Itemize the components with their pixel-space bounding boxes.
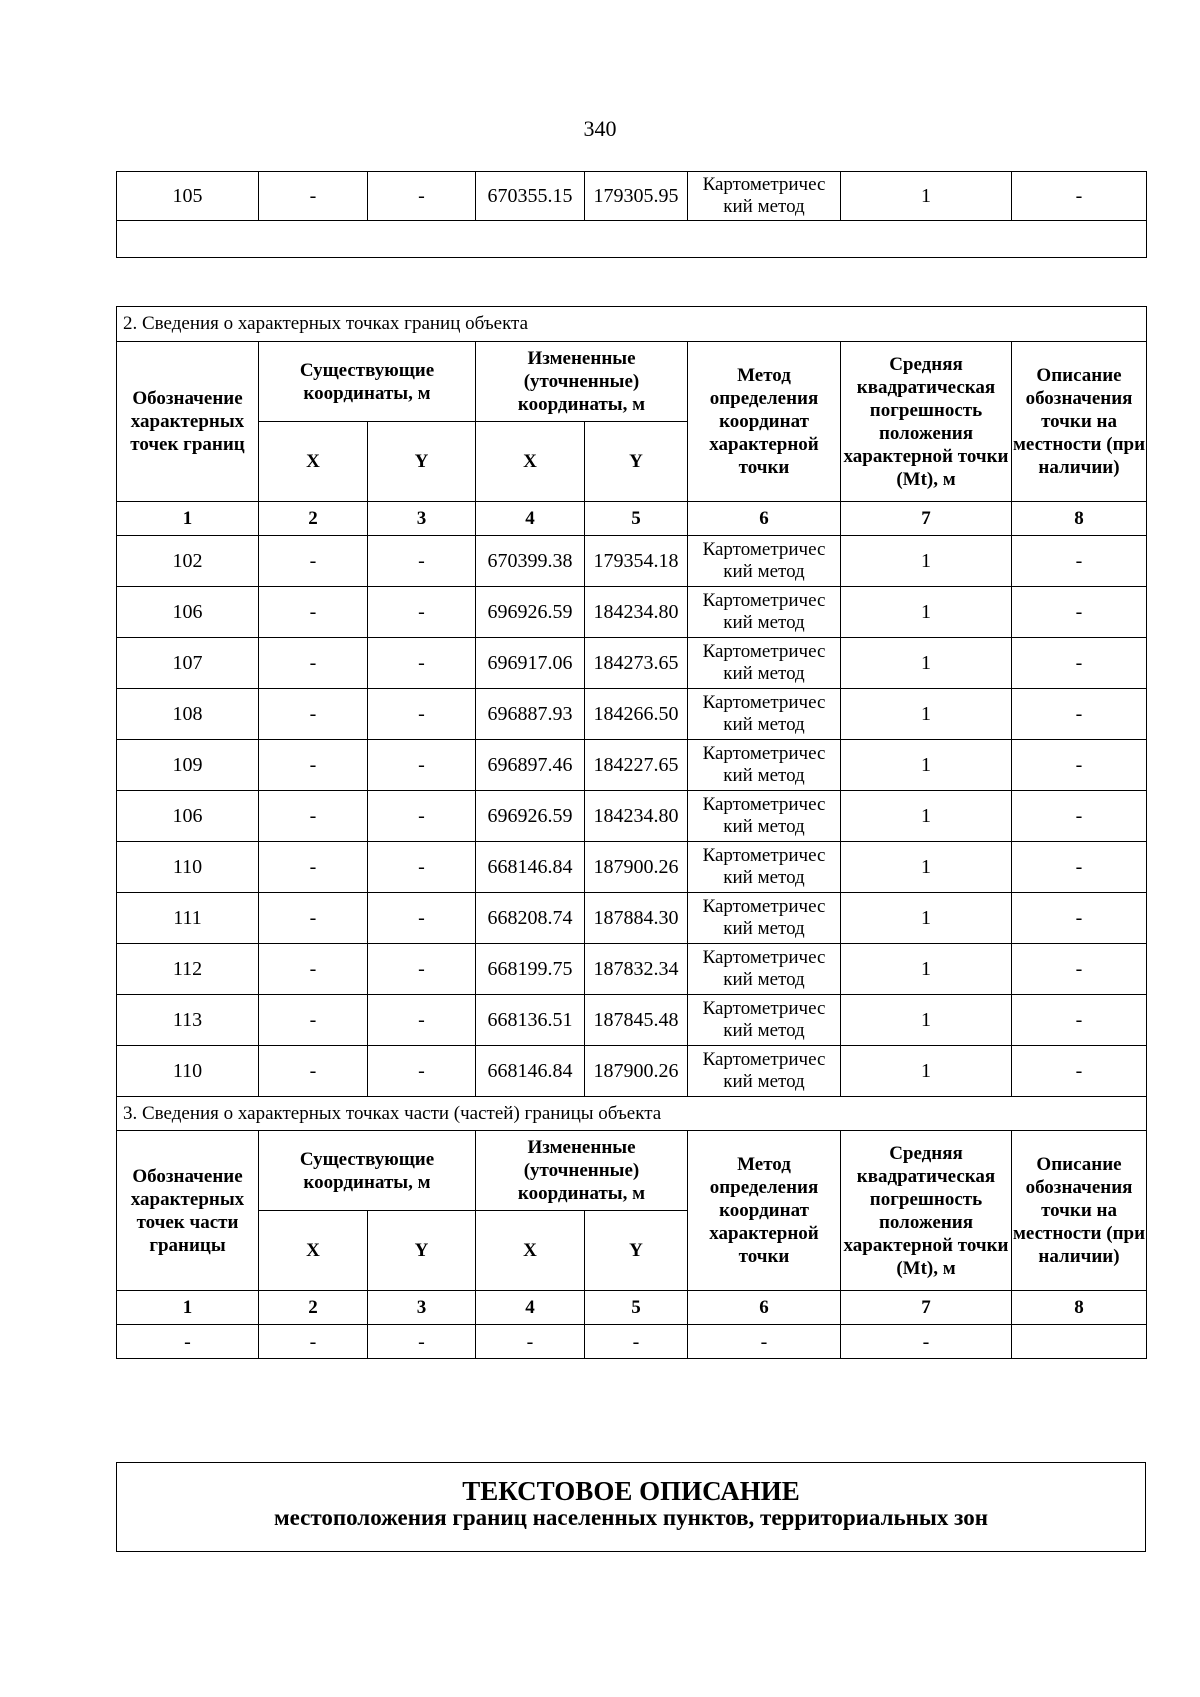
- column-number: 3: [368, 1291, 476, 1325]
- method-line1: Картометричес: [702, 641, 826, 662]
- cell-changed-x: 668136.51: [476, 995, 585, 1046]
- cell-changed-x: -: [476, 1325, 585, 1359]
- method-line2: кий метод: [723, 867, 805, 888]
- cell-method: [688, 638, 841, 689]
- cell-existing-x: -: [259, 172, 368, 221]
- cell-changed-y: 184234.80: [585, 791, 688, 842]
- cell-existing-y: -: [368, 536, 476, 587]
- cell-changed-y: 179354.18: [585, 536, 688, 587]
- cell-method: [688, 1046, 841, 1097]
- cell-point: 111: [117, 893, 259, 944]
- cell-method: [688, 944, 841, 995]
- column-number: 8: [1012, 502, 1147, 536]
- header-point-designation: Обозначение характерных точек границ: [117, 342, 259, 502]
- method-line1: Картометричес: [702, 1049, 826, 1070]
- header-y: Y: [368, 1211, 476, 1291]
- table-row: [117, 638, 1147, 689]
- cell-error: -: [841, 1325, 1012, 1359]
- cell-existing-y: -: [368, 587, 476, 638]
- cell-point: 109: [117, 740, 259, 791]
- column-number: 6: [688, 1291, 841, 1325]
- column-number-row: [117, 502, 1147, 536]
- column-number: 8: [1012, 1291, 1147, 1325]
- cell-changed-y: 184266.50: [585, 689, 688, 740]
- cell-existing-x: -: [259, 1325, 368, 1359]
- cell-description: -: [1012, 944, 1147, 995]
- header-x: X: [476, 1211, 585, 1291]
- cell-existing-x: -: [259, 842, 368, 893]
- cell-existing-y: -: [368, 944, 476, 995]
- cell-method: [688, 893, 841, 944]
- method-line1: Картометричес: [702, 998, 826, 1019]
- column-number: 4: [476, 502, 585, 536]
- continuation-table: [116, 171, 1147, 258]
- cell-description: -: [1012, 638, 1147, 689]
- method-line1: Картометричес: [702, 845, 826, 866]
- section-3-title: 3. Сведения о характерных точках части (частей) границы объекта: [117, 1097, 1147, 1131]
- cell-method: [688, 791, 841, 842]
- header-existing-coords: Существующие координаты, м: [259, 342, 476, 422]
- cell-description: -: [1012, 587, 1147, 638]
- table-row: [117, 842, 1147, 893]
- cell-point: 102: [117, 536, 259, 587]
- method-line2: кий метод: [723, 1071, 805, 1092]
- method-line2: кий метод: [723, 918, 805, 939]
- cell-error: 1: [841, 893, 1012, 944]
- cell-method: [688, 587, 841, 638]
- column-number: 4: [476, 1291, 585, 1325]
- cell-changed-x: 696926.59: [476, 587, 585, 638]
- column-number: 2: [259, 1291, 368, 1325]
- header-method: Метод определения координат характерной точки: [688, 342, 841, 502]
- cell-error: 1: [841, 1046, 1012, 1097]
- cell-method: [688, 740, 841, 791]
- cell-point: 110: [117, 1046, 259, 1097]
- header-y: Y: [585, 422, 688, 502]
- cell-existing-y: -: [368, 740, 476, 791]
- cell-method: [688, 536, 841, 587]
- column-number: 2: [259, 502, 368, 536]
- cell-point: 113: [117, 995, 259, 1046]
- cell-changed-x: 668146.84: [476, 842, 585, 893]
- cell-description: [1012, 1325, 1147, 1359]
- cell-error: 1: [841, 791, 1012, 842]
- cell-description: -: [1012, 791, 1147, 842]
- header-x: X: [476, 422, 585, 502]
- method-line2: кий метод: [723, 561, 805, 582]
- cell-description: -: [1012, 842, 1147, 893]
- method-line1: Картометричес: [702, 896, 826, 917]
- cell-point: 106: [117, 587, 259, 638]
- method-line1: Картометричес: [702, 692, 826, 713]
- cell-existing-x: -: [259, 740, 368, 791]
- header-description: Описание обозначения точки на местности (при наличии): [1012, 1131, 1147, 1291]
- method-line2: кий метод: [723, 1020, 805, 1041]
- cell-changed-y: 184234.80: [585, 587, 688, 638]
- table-row: [117, 1046, 1147, 1097]
- cell-changed-y: 187884.30: [585, 893, 688, 944]
- cell-description: -: [1012, 740, 1147, 791]
- cell-changed-y: 187832.34: [585, 944, 688, 995]
- text-description-box: [116, 1462, 1146, 1552]
- page-number: 340: [583, 116, 617, 141]
- column-number: 6: [688, 502, 841, 536]
- cell-changed-y: 187900.26: [585, 1046, 688, 1097]
- cell-point: 112: [117, 944, 259, 995]
- cell-error: 1: [841, 995, 1012, 1046]
- method-line2: кий метод: [723, 969, 805, 990]
- cell-point: 107: [117, 638, 259, 689]
- table-row: [117, 689, 1147, 740]
- cell-existing-y: -: [368, 893, 476, 944]
- method-line2: кий метод: [723, 612, 805, 633]
- cell-changed-y: 187845.48: [585, 995, 688, 1046]
- cell-error: 1: [841, 740, 1012, 791]
- cell-existing-x: -: [259, 791, 368, 842]
- table-row: [117, 536, 1147, 587]
- cell-method: [688, 172, 841, 221]
- column-number: 5: [585, 502, 688, 536]
- cell-method: [688, 995, 841, 1046]
- cell-existing-y: -: [368, 995, 476, 1046]
- cell-description: -: [1012, 893, 1147, 944]
- cell-point: 105: [117, 172, 259, 221]
- header-changed-coords: Измененные (уточненные) координаты, м: [476, 1131, 688, 1211]
- table-row: [117, 791, 1147, 842]
- section-2-title: 2. Сведения о характерных точках границ объекта: [117, 307, 1147, 342]
- cell-changed-y: 184227.65: [585, 740, 688, 791]
- table-row: [117, 893, 1147, 944]
- cell-changed-y: -: [585, 1325, 688, 1359]
- method-line1: Картометричес: [702, 947, 826, 968]
- method-line1: Картометричес: [702, 590, 826, 611]
- header-existing-coords: Существующие координаты, м: [259, 1131, 476, 1211]
- method-line2: кий метод: [723, 663, 805, 684]
- method-line2: кий метод: [723, 196, 805, 217]
- method-line1: Картометричес: [702, 794, 826, 815]
- cell-error: 1: [841, 944, 1012, 995]
- header-x: X: [259, 422, 368, 502]
- cell-error: 1: [841, 842, 1012, 893]
- cell-changed-x: 696887.93: [476, 689, 585, 740]
- cell-existing-y: -: [368, 1325, 476, 1359]
- cell-description: -: [1012, 995, 1147, 1046]
- cell-existing-y: -: [368, 638, 476, 689]
- cell-changed-y: 184273.65: [585, 638, 688, 689]
- cell-existing-x: -: [259, 587, 368, 638]
- header-error: Средняя квадратическая погрешность положения характерной точки (Mt), м: [841, 342, 1012, 502]
- method-line2: кий метод: [723, 714, 805, 735]
- table-row: [117, 995, 1147, 1046]
- cell-method: [688, 842, 841, 893]
- cell-changed-x: 696897.46: [476, 740, 585, 791]
- cell-existing-x: -: [259, 995, 368, 1046]
- column-number: 1: [117, 1291, 259, 1325]
- cell-description: -: [1012, 536, 1147, 587]
- cell-error: 1: [841, 689, 1012, 740]
- header-error: Средняя квадратическая погрешность положения характерной точки (Mt), м: [841, 1131, 1012, 1291]
- cell-point: -: [117, 1325, 259, 1359]
- cell-point: 110: [117, 842, 259, 893]
- cell-description: -: [1012, 172, 1147, 221]
- method-line1: Картометричес: [702, 539, 826, 560]
- section-row: [117, 1097, 1147, 1131]
- cell-description: -: [1012, 1046, 1147, 1097]
- header-point-designation: Обозначение характерных точек части границы: [117, 1131, 259, 1291]
- text-description-title: ТЕКСТОВОЕ ОПИСАНИЕ: [462, 1476, 800, 1506]
- method-line1: Картометричес: [702, 174, 826, 195]
- cell-description: -: [1012, 689, 1147, 740]
- header-method: Метод определения координат характерной точки: [688, 1131, 841, 1291]
- method-line2: кий метод: [723, 765, 805, 786]
- column-number: 5: [585, 1291, 688, 1325]
- header-x: X: [259, 1211, 368, 1291]
- header-description: Описание обозначения точки на местности (при наличии): [1012, 342, 1147, 502]
- cell-method: -: [688, 1325, 841, 1359]
- cell-existing-x: -: [259, 1046, 368, 1097]
- cell-existing-y: -: [368, 1046, 476, 1097]
- cell-error: 1: [841, 638, 1012, 689]
- cell-point: 108: [117, 689, 259, 740]
- table-row: [117, 587, 1147, 638]
- header-y: Y: [585, 1211, 688, 1291]
- column-number: 1: [117, 502, 259, 536]
- cell-error: 1: [841, 536, 1012, 587]
- column-number: 7: [841, 502, 1012, 536]
- cell-changed-x: 668208.74: [476, 893, 585, 944]
- method-line1: Картометричес: [702, 743, 826, 764]
- cell-changed-x: 696926.59: [476, 791, 585, 842]
- cell-error: 1: [841, 587, 1012, 638]
- table-row: [117, 1325, 1147, 1359]
- column-number-row: [117, 1291, 1147, 1325]
- cell-existing-x: -: [259, 536, 368, 587]
- cell-existing-y: -: [368, 791, 476, 842]
- header-row: [117, 342, 1147, 422]
- header-changed-coords: Измененные (уточненные) координаты, м: [476, 342, 688, 422]
- boundary-points-table: [116, 306, 1147, 1359]
- table-row: [117, 740, 1147, 791]
- header-y: Y: [368, 422, 476, 502]
- table-row: [117, 172, 1147, 221]
- cell-existing-y: -: [368, 842, 476, 893]
- cell-changed-x: 670399.38: [476, 536, 585, 587]
- section-row: [117, 307, 1147, 342]
- cell-changed-x: 670355.15: [476, 172, 585, 221]
- method-line2: кий метод: [723, 816, 805, 837]
- cell-point: 106: [117, 791, 259, 842]
- cell-existing-x: -: [259, 944, 368, 995]
- cell-changed-x: 668199.75: [476, 944, 585, 995]
- cell-error: 1: [841, 172, 1012, 221]
- table-row: [117, 944, 1147, 995]
- cell-changed-x: 696917.06: [476, 638, 585, 689]
- cell-existing-x: -: [259, 689, 368, 740]
- header-row: [117, 1131, 1147, 1211]
- empty-row: [117, 221, 1147, 258]
- text-description-subtitle: местоположения границ населенных пунктов, территориальных зон: [274, 1505, 988, 1530]
- cell-changed-x: 668146.84: [476, 1046, 585, 1097]
- cell-method: [688, 689, 841, 740]
- cell-existing-x: -: [259, 638, 368, 689]
- column-number: 3: [368, 502, 476, 536]
- cell-existing-x: -: [259, 893, 368, 944]
- cell-existing-y: -: [368, 172, 476, 221]
- cell-changed-y: 187900.26: [585, 842, 688, 893]
- cell-existing-y: -: [368, 689, 476, 740]
- column-number: 7: [841, 1291, 1012, 1325]
- cell-changed-y: 179305.95: [585, 172, 688, 221]
